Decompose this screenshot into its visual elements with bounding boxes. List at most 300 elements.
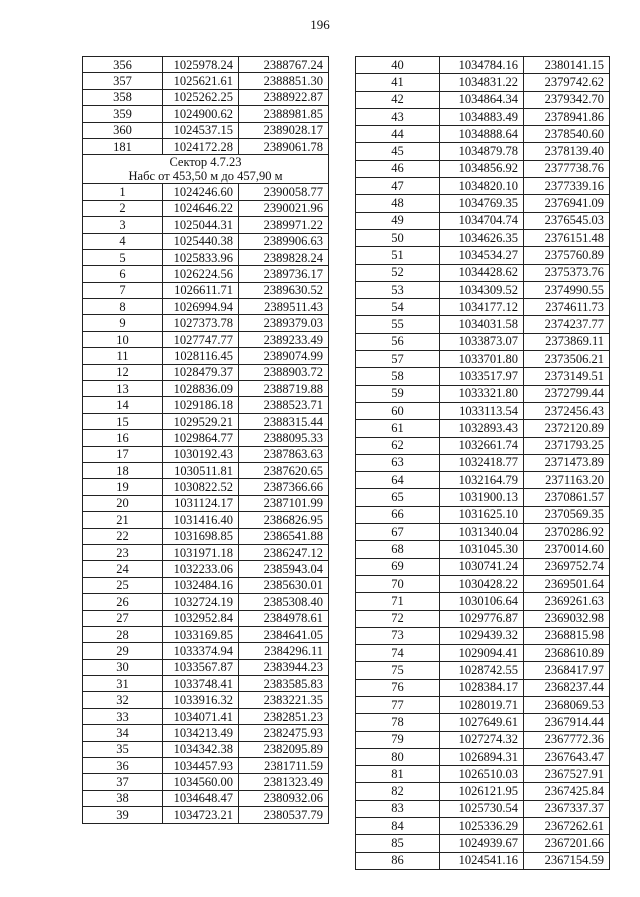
table-row xyxy=(356,524,610,541)
point-number: 19 xyxy=(83,479,163,495)
table-row xyxy=(356,385,610,402)
table-row xyxy=(356,454,610,471)
y-coordinate: 2368417.97 xyxy=(524,662,610,679)
point-number: 2 xyxy=(83,200,163,216)
table-row xyxy=(356,247,610,264)
x-coordinate: 1034784.16 xyxy=(440,57,524,74)
point-number: 6 xyxy=(83,266,163,282)
table-row xyxy=(83,57,329,73)
x-coordinate: 1031625.10 xyxy=(440,506,524,523)
y-coordinate: 2383221.35 xyxy=(239,692,329,708)
point-number: 31 xyxy=(83,676,163,692)
y-coordinate: 2371163.20 xyxy=(524,472,610,489)
x-coordinate: 1024541.16 xyxy=(440,852,524,869)
x-coordinate: 1027747.77 xyxy=(163,331,239,347)
table-row xyxy=(356,402,610,419)
table-row xyxy=(356,368,610,385)
point-number: 8 xyxy=(83,299,163,315)
point-number: 40 xyxy=(356,57,440,74)
table-row xyxy=(83,430,329,446)
y-coordinate: 2367154.59 xyxy=(524,852,610,869)
x-coordinate: 1029529.21 xyxy=(163,413,239,429)
y-coordinate: 2387863.63 xyxy=(239,446,329,462)
table-row xyxy=(83,610,329,626)
point-number: 75 xyxy=(356,662,440,679)
point-number: 360 xyxy=(83,122,163,138)
point-number: 53 xyxy=(356,281,440,298)
point-number: 27 xyxy=(83,610,163,626)
x-coordinate: 1030106.64 xyxy=(440,593,524,610)
x-coordinate: 1030428.22 xyxy=(440,575,524,592)
x-coordinate: 1026894.31 xyxy=(440,748,524,765)
x-coordinate: 1034071.41 xyxy=(163,708,239,724)
x-coordinate: 1026994.94 xyxy=(163,299,239,315)
point-number: 78 xyxy=(356,714,440,731)
x-coordinate: 1034177.12 xyxy=(440,299,524,316)
x-coordinate: 1033873.07 xyxy=(440,333,524,350)
table-row xyxy=(356,800,610,817)
table-row xyxy=(356,108,610,125)
y-coordinate: 2384296.11 xyxy=(239,643,329,659)
x-coordinate: 1027274.32 xyxy=(440,731,524,748)
x-coordinate: 1032724.19 xyxy=(163,594,239,610)
y-coordinate: 2379742.62 xyxy=(524,74,610,91)
x-coordinate: 1025336.29 xyxy=(440,818,524,835)
x-coordinate: 1025621.61 xyxy=(163,73,239,89)
x-coordinate: 1034856.92 xyxy=(440,160,524,177)
x-coordinate: 1034879.78 xyxy=(440,143,524,160)
table-row xyxy=(356,126,610,143)
x-coordinate: 1026611.71 xyxy=(163,282,239,298)
point-number: 28 xyxy=(83,626,163,642)
point-number: 82 xyxy=(356,783,440,800)
y-coordinate: 2389379.03 xyxy=(239,315,329,331)
point-number: 54 xyxy=(356,299,440,316)
table-row xyxy=(356,229,610,246)
x-coordinate: 1033113.54 xyxy=(440,402,524,419)
point-number: 48 xyxy=(356,195,440,212)
point-number: 69 xyxy=(356,558,440,575)
x-coordinate: 1027649.61 xyxy=(440,714,524,731)
y-coordinate: 2367337.37 xyxy=(524,800,610,817)
left-coordinates-table xyxy=(82,56,329,824)
point-number: 36 xyxy=(83,758,163,774)
point-number: 16 xyxy=(83,430,163,446)
point-number: 71 xyxy=(356,593,440,610)
x-coordinate: 1025833.96 xyxy=(163,249,239,265)
table-row xyxy=(83,774,329,790)
left-table-top-rows xyxy=(83,57,329,155)
y-coordinate: 2389061.78 xyxy=(239,138,329,154)
point-number: 49 xyxy=(356,212,440,229)
table-row xyxy=(356,575,610,592)
x-coordinate: 1028836.09 xyxy=(163,381,239,397)
table-row xyxy=(83,249,329,265)
x-coordinate: 1025262.25 xyxy=(163,89,239,105)
point-number: 22 xyxy=(83,528,163,544)
table-row xyxy=(356,783,610,800)
table-row xyxy=(83,462,329,478)
point-number: 11 xyxy=(83,348,163,364)
y-coordinate: 2386247.12 xyxy=(239,544,329,560)
y-coordinate: 2377738.76 xyxy=(524,160,610,177)
x-coordinate: 1034626.35 xyxy=(440,229,524,246)
x-coordinate: 1031045.30 xyxy=(440,541,524,558)
table-row xyxy=(83,643,329,659)
y-coordinate: 2371473.89 xyxy=(524,454,610,471)
y-coordinate: 2369261.63 xyxy=(524,593,610,610)
table-row xyxy=(83,594,329,610)
x-coordinate: 1033701.80 xyxy=(440,351,524,368)
table-row xyxy=(83,200,329,216)
table-row xyxy=(83,807,329,823)
y-coordinate: 2387101.99 xyxy=(239,495,329,511)
x-coordinate: 1034457.93 xyxy=(163,758,239,774)
y-coordinate: 2380141.15 xyxy=(524,57,610,74)
x-coordinate: 1025440.38 xyxy=(163,233,239,249)
x-coordinate: 1024172.28 xyxy=(163,138,239,154)
y-coordinate: 2388922.87 xyxy=(239,89,329,105)
y-coordinate: 2382475.93 xyxy=(239,725,329,741)
table-row xyxy=(83,364,329,380)
point-number: 57 xyxy=(356,351,440,368)
table-row xyxy=(356,57,610,74)
y-coordinate: 2375760.89 xyxy=(524,247,610,264)
table-row xyxy=(356,662,610,679)
x-coordinate: 1034560.00 xyxy=(163,774,239,790)
point-number: 45 xyxy=(356,143,440,160)
x-coordinate: 1024646.22 xyxy=(163,200,239,216)
point-number: 44 xyxy=(356,126,440,143)
point-number: 32 xyxy=(83,692,163,708)
y-coordinate: 2388315.44 xyxy=(239,413,329,429)
point-number: 61 xyxy=(356,420,440,437)
x-coordinate: 1034213.49 xyxy=(163,725,239,741)
y-coordinate: 2372456.43 xyxy=(524,402,610,419)
y-coordinate: 2389630.52 xyxy=(239,282,329,298)
point-number: 9 xyxy=(83,315,163,331)
point-number: 17 xyxy=(83,446,163,462)
y-coordinate: 2389074.99 xyxy=(239,348,329,364)
table-row xyxy=(83,138,329,154)
y-coordinate: 2388523.71 xyxy=(239,397,329,413)
x-coordinate: 1032661.74 xyxy=(440,437,524,454)
table-row xyxy=(83,299,329,315)
y-coordinate: 2367201.66 xyxy=(524,835,610,852)
x-coordinate: 1026510.03 xyxy=(440,766,524,783)
table-row xyxy=(356,91,610,108)
table-row xyxy=(83,626,329,642)
left-table-bottom-rows xyxy=(83,184,329,823)
y-coordinate: 2381711.59 xyxy=(239,758,329,774)
table-row xyxy=(83,495,329,511)
table-row xyxy=(356,610,610,627)
x-coordinate: 1028742.55 xyxy=(440,662,524,679)
y-coordinate: 2389233.49 xyxy=(239,331,329,347)
point-number: 65 xyxy=(356,489,440,506)
x-coordinate: 1034864.34 xyxy=(440,91,524,108)
x-coordinate: 1033374.94 xyxy=(163,643,239,659)
y-coordinate: 2388851.30 xyxy=(239,73,329,89)
x-coordinate: 1031900.13 xyxy=(440,489,524,506)
point-number: 83 xyxy=(356,800,440,817)
point-number: 80 xyxy=(356,748,440,765)
table-row xyxy=(356,489,610,506)
table-row xyxy=(356,731,610,748)
x-coordinate: 1029776.87 xyxy=(440,610,524,627)
point-number: 52 xyxy=(356,264,440,281)
table-row xyxy=(83,315,329,331)
y-coordinate: 2370861.57 xyxy=(524,489,610,506)
table-row xyxy=(83,479,329,495)
table-row xyxy=(356,420,610,437)
y-coordinate: 2390021.96 xyxy=(239,200,329,216)
point-number: 356 xyxy=(83,57,163,73)
x-coordinate: 1027373.78 xyxy=(163,315,239,331)
table-row xyxy=(356,333,610,350)
table-row xyxy=(83,790,329,806)
x-coordinate: 1032484.16 xyxy=(163,577,239,593)
x-coordinate: 1026224.56 xyxy=(163,266,239,282)
x-coordinate: 1028019.71 xyxy=(440,696,524,713)
y-coordinate: 2370014.60 xyxy=(524,541,610,558)
y-coordinate: 2368815.98 xyxy=(524,627,610,644)
y-coordinate: 2389736.17 xyxy=(239,266,329,282)
table-row xyxy=(356,766,610,783)
x-coordinate: 1024246.60 xyxy=(163,184,239,200)
table-row xyxy=(83,122,329,138)
y-coordinate: 2368610.89 xyxy=(524,645,610,662)
y-coordinate: 2374237.77 xyxy=(524,316,610,333)
point-number: 358 xyxy=(83,89,163,105)
point-number: 35 xyxy=(83,741,163,757)
table-row xyxy=(356,852,610,869)
table-row xyxy=(83,512,329,528)
point-number: 13 xyxy=(83,381,163,397)
x-coordinate: 1034342.38 xyxy=(163,741,239,757)
table-row xyxy=(83,676,329,692)
x-coordinate: 1032233.06 xyxy=(163,561,239,577)
x-coordinate: 1034704.74 xyxy=(440,212,524,229)
point-number: 79 xyxy=(356,731,440,748)
table-row xyxy=(83,233,329,249)
point-number: 5 xyxy=(83,249,163,265)
x-coordinate: 1034428.62 xyxy=(440,264,524,281)
table-row xyxy=(83,561,329,577)
y-coordinate: 2368069.53 xyxy=(524,696,610,713)
y-coordinate: 2375373.76 xyxy=(524,264,610,281)
point-number: 86 xyxy=(356,852,440,869)
y-coordinate: 2380932.06 xyxy=(239,790,329,806)
x-coordinate: 1034883.49 xyxy=(440,108,524,125)
x-coordinate: 1024939.67 xyxy=(440,835,524,852)
y-coordinate: 2367643.47 xyxy=(524,748,610,765)
y-coordinate: 2374611.73 xyxy=(524,299,610,316)
point-number: 60 xyxy=(356,402,440,419)
y-coordinate: 2387620.65 xyxy=(239,462,329,478)
x-coordinate: 1028116.45 xyxy=(163,348,239,364)
x-coordinate: 1032893.43 xyxy=(440,420,524,437)
y-coordinate: 2389511.43 xyxy=(239,299,329,315)
sector-header xyxy=(83,155,329,184)
table-row xyxy=(83,708,329,724)
y-coordinate: 2385308.40 xyxy=(239,594,329,610)
table-row xyxy=(83,89,329,105)
table-row xyxy=(356,264,610,281)
y-coordinate: 2384641.05 xyxy=(239,626,329,642)
point-number: 70 xyxy=(356,575,440,592)
table-row xyxy=(356,143,610,160)
point-number: 47 xyxy=(356,178,440,195)
table-row xyxy=(83,397,329,413)
y-coordinate: 2383585.83 xyxy=(239,676,329,692)
x-coordinate: 1034831.22 xyxy=(440,74,524,91)
table-row xyxy=(356,437,610,454)
x-coordinate: 1034534.27 xyxy=(440,247,524,264)
table-row xyxy=(356,316,610,333)
table-row xyxy=(83,282,329,298)
y-coordinate: 2377339.16 xyxy=(524,178,610,195)
x-coordinate: 1030822.52 xyxy=(163,479,239,495)
point-number: 20 xyxy=(83,495,163,511)
x-coordinate: 1034723.21 xyxy=(163,807,239,823)
point-number: 14 xyxy=(83,397,163,413)
point-number: 25 xyxy=(83,577,163,593)
y-coordinate: 2388981.85 xyxy=(239,106,329,122)
point-number: 77 xyxy=(356,696,440,713)
y-coordinate: 2376941.09 xyxy=(524,195,610,212)
y-coordinate: 2373149.51 xyxy=(524,368,610,385)
table-row xyxy=(356,558,610,575)
point-number: 18 xyxy=(83,462,163,478)
x-coordinate: 1024900.62 xyxy=(163,106,239,122)
y-coordinate: 2382851.23 xyxy=(239,708,329,724)
table-row xyxy=(356,212,610,229)
table-row xyxy=(356,195,610,212)
y-coordinate: 2372799.44 xyxy=(524,385,610,402)
y-coordinate: 2383944.23 xyxy=(239,659,329,675)
point-number: 46 xyxy=(356,160,440,177)
x-coordinate: 1029439.32 xyxy=(440,627,524,644)
y-coordinate: 2388095.33 xyxy=(239,430,329,446)
y-coordinate: 2381323.49 xyxy=(239,774,329,790)
point-number: 1 xyxy=(83,184,163,200)
table-row xyxy=(83,413,329,429)
x-coordinate: 1024537.15 xyxy=(163,122,239,138)
table-row xyxy=(356,593,610,610)
y-coordinate: 2380537.79 xyxy=(239,807,329,823)
y-coordinate: 2379342.70 xyxy=(524,91,610,108)
point-number: 55 xyxy=(356,316,440,333)
point-number: 51 xyxy=(356,247,440,264)
table-row xyxy=(356,74,610,91)
right-table-rows xyxy=(356,57,610,870)
point-number: 56 xyxy=(356,333,440,350)
table-row xyxy=(83,446,329,462)
y-coordinate: 2369032.98 xyxy=(524,610,610,627)
table-row xyxy=(83,73,329,89)
x-coordinate: 1030511.81 xyxy=(163,462,239,478)
point-number: 30 xyxy=(83,659,163,675)
x-coordinate: 1029864.77 xyxy=(163,430,239,446)
y-coordinate: 2369501.64 xyxy=(524,575,610,592)
table-row xyxy=(356,351,610,368)
table-row xyxy=(356,281,610,298)
point-number: 67 xyxy=(356,524,440,541)
y-coordinate: 2388903.72 xyxy=(239,364,329,380)
table-row xyxy=(356,748,610,765)
y-coordinate: 2385943.04 xyxy=(239,561,329,577)
point-number: 7 xyxy=(83,282,163,298)
x-coordinate: 1031698.85 xyxy=(163,528,239,544)
y-coordinate: 2389028.17 xyxy=(239,122,329,138)
y-coordinate: 2389971.22 xyxy=(239,217,329,233)
y-coordinate: 2390058.77 xyxy=(239,184,329,200)
y-coordinate: 2389828.24 xyxy=(239,249,329,265)
point-number: 12 xyxy=(83,364,163,380)
point-number: 21 xyxy=(83,512,163,528)
point-number: 72 xyxy=(356,610,440,627)
point-number: 34 xyxy=(83,725,163,741)
table-row xyxy=(356,835,610,852)
point-number: 24 xyxy=(83,561,163,577)
y-coordinate: 2372120.89 xyxy=(524,420,610,437)
table-row xyxy=(83,348,329,364)
x-coordinate: 1030192.43 xyxy=(163,446,239,462)
point-number: 84 xyxy=(356,818,440,835)
table-row xyxy=(356,645,610,662)
x-coordinate: 1025044.31 xyxy=(163,217,239,233)
y-coordinate: 2376151.48 xyxy=(524,229,610,246)
point-number: 68 xyxy=(356,541,440,558)
table-row xyxy=(356,714,610,731)
x-coordinate: 1025978.24 xyxy=(163,57,239,73)
point-number: 37 xyxy=(83,774,163,790)
y-coordinate: 2367772.36 xyxy=(524,731,610,748)
x-coordinate: 1030741.24 xyxy=(440,558,524,575)
page-number: 196 xyxy=(310,17,330,32)
y-coordinate: 2367914.44 xyxy=(524,714,610,731)
y-coordinate: 2373869.11 xyxy=(524,333,610,350)
y-coordinate: 2378139.40 xyxy=(524,143,610,160)
table-row xyxy=(83,741,329,757)
y-coordinate: 2376545.03 xyxy=(524,212,610,229)
x-coordinate: 1028384.17 xyxy=(440,679,524,696)
x-coordinate: 1031340.04 xyxy=(440,524,524,541)
point-number: 10 xyxy=(83,331,163,347)
point-number: 62 xyxy=(356,437,440,454)
y-coordinate: 2385630.01 xyxy=(239,577,329,593)
point-number: 4 xyxy=(83,233,163,249)
x-coordinate: 1025730.54 xyxy=(440,800,524,817)
point-number: 85 xyxy=(356,835,440,852)
point-number: 81 xyxy=(356,766,440,783)
y-coordinate: 2373506.21 xyxy=(524,351,610,368)
x-coordinate: 1032418.77 xyxy=(440,454,524,471)
x-coordinate: 1034648.47 xyxy=(163,790,239,806)
table-row xyxy=(83,106,329,122)
x-coordinate: 1034769.35 xyxy=(440,195,524,212)
y-coordinate: 2368237.44 xyxy=(524,679,610,696)
table-row xyxy=(356,627,610,644)
table-row xyxy=(83,544,329,560)
y-coordinate: 2388719.88 xyxy=(239,381,329,397)
y-coordinate: 2371793.25 xyxy=(524,437,610,454)
table-row xyxy=(356,541,610,558)
point-number: 33 xyxy=(83,708,163,724)
point-number: 43 xyxy=(356,108,440,125)
point-number: 29 xyxy=(83,643,163,659)
